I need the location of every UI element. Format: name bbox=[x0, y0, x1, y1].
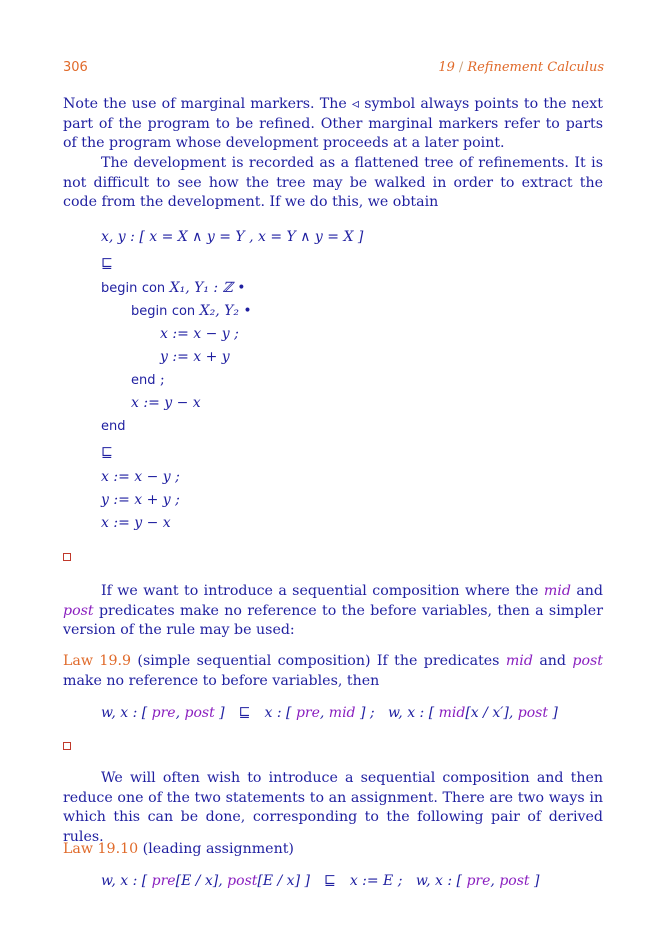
law-label: Law 19.9 bbox=[63, 653, 132, 669]
keyword-begin: begin bbox=[101, 281, 138, 296]
keyword-end: end bbox=[131, 373, 156, 388]
chapter-number: 19 bbox=[438, 60, 455, 75]
end-semicolon: ; bbox=[159, 372, 165, 388]
paragraph-leading-assignment-intro: We will often wish to introduce a sequential composition and then reduce one of the two statements to an assignment. There are two ways in which this can be done, corresponding to the following pair of derived rules. bbox=[63, 770, 603, 845]
law-19-10-statement: Law 19.10 (leading assignment) bbox=[63, 841, 294, 857]
law-19-9-statement: Law 19.9 (simple sequential composition) If the predicates mid and post make no reference to before variables, then bbox=[63, 653, 603, 689]
law-19-9-formula: w, x : [ pre, post ] ⊑ x : [ pre, mid ] ; w, x : [ mid[x / x′], post ] bbox=[101, 705, 558, 721]
law-label: Law 19.10 bbox=[63, 841, 139, 857]
paragraph-marginal-markers: Note the use of marginal markers. The ◃ symbol always points to the next part of the program to be refined. Other marginal markers refer to parts of the program whose development proceeds at a later point. bbox=[63, 96, 603, 151]
derivation-begin-outer bbox=[101, 280, 246, 296]
running-header bbox=[438, 60, 604, 75]
derivation-refine-1: ⊑ bbox=[101, 256, 113, 272]
derivation-end-outer bbox=[101, 418, 126, 434]
refine-symbol: ⊑ bbox=[323, 873, 336, 889]
derivation-final-1: x := x − y ; bbox=[101, 469, 180, 485]
chapter-title: Refinement Calculus bbox=[467, 60, 604, 75]
keyword-con: con bbox=[141, 281, 166, 296]
term-mid: mid bbox=[543, 583, 571, 599]
refine-symbol: ⊑ bbox=[238, 705, 251, 721]
term-post: post bbox=[572, 653, 603, 669]
qed-square-icon bbox=[63, 742, 71, 750]
derivation-assign-3: x := y − x bbox=[131, 395, 201, 411]
derivation-final-2: y := x + y ; bbox=[101, 492, 180, 508]
derivation-final-3: x := y − x bbox=[101, 515, 171, 531]
law-19-10-formula: w, x : [ pre[E / x], post[E / x] ] ⊑ x := E ; w, x : [ pre, post ] bbox=[101, 873, 540, 889]
derivation-assign-2: y := x + y bbox=[160, 349, 230, 365]
derivation-assign-1: x := x − y ; bbox=[160, 326, 239, 342]
paragraph-simple-sequential: If we want to introduce a sequential composition where the mid and post predicates make no reference to the before variables, then a simpler version of the rule may be used: bbox=[63, 583, 603, 638]
derivation-refine-2: ⊑ bbox=[101, 445, 113, 461]
derivation-end-inner bbox=[131, 372, 165, 388]
qed-square-icon bbox=[63, 553, 71, 561]
con-variables-1: X₁, Y₁ : ℤ • bbox=[169, 280, 246, 296]
term-mid: mid bbox=[505, 653, 533, 669]
con-variables-2: X₂, Y₂ • bbox=[199, 303, 252, 319]
term-post: post bbox=[63, 602, 94, 619]
page-number: 306 bbox=[63, 60, 88, 75]
keyword-con: con bbox=[171, 304, 196, 319]
derivation-begin-inner bbox=[131, 303, 252, 319]
derivation-spec: x, y : [ x = X ∧ y = Y , x = Y ∧ y = X ] bbox=[101, 229, 364, 245]
paragraph-development-tree: The development is recorded as a flattened tree of refinements. It is not difficult to see how the tree may be walked in order to extract the code from the development. If we do this, we obtain bbox=[63, 155, 603, 210]
keyword-begin: begin bbox=[131, 304, 168, 319]
keyword-end: end bbox=[101, 419, 126, 434]
header-separator: / bbox=[458, 60, 464, 75]
